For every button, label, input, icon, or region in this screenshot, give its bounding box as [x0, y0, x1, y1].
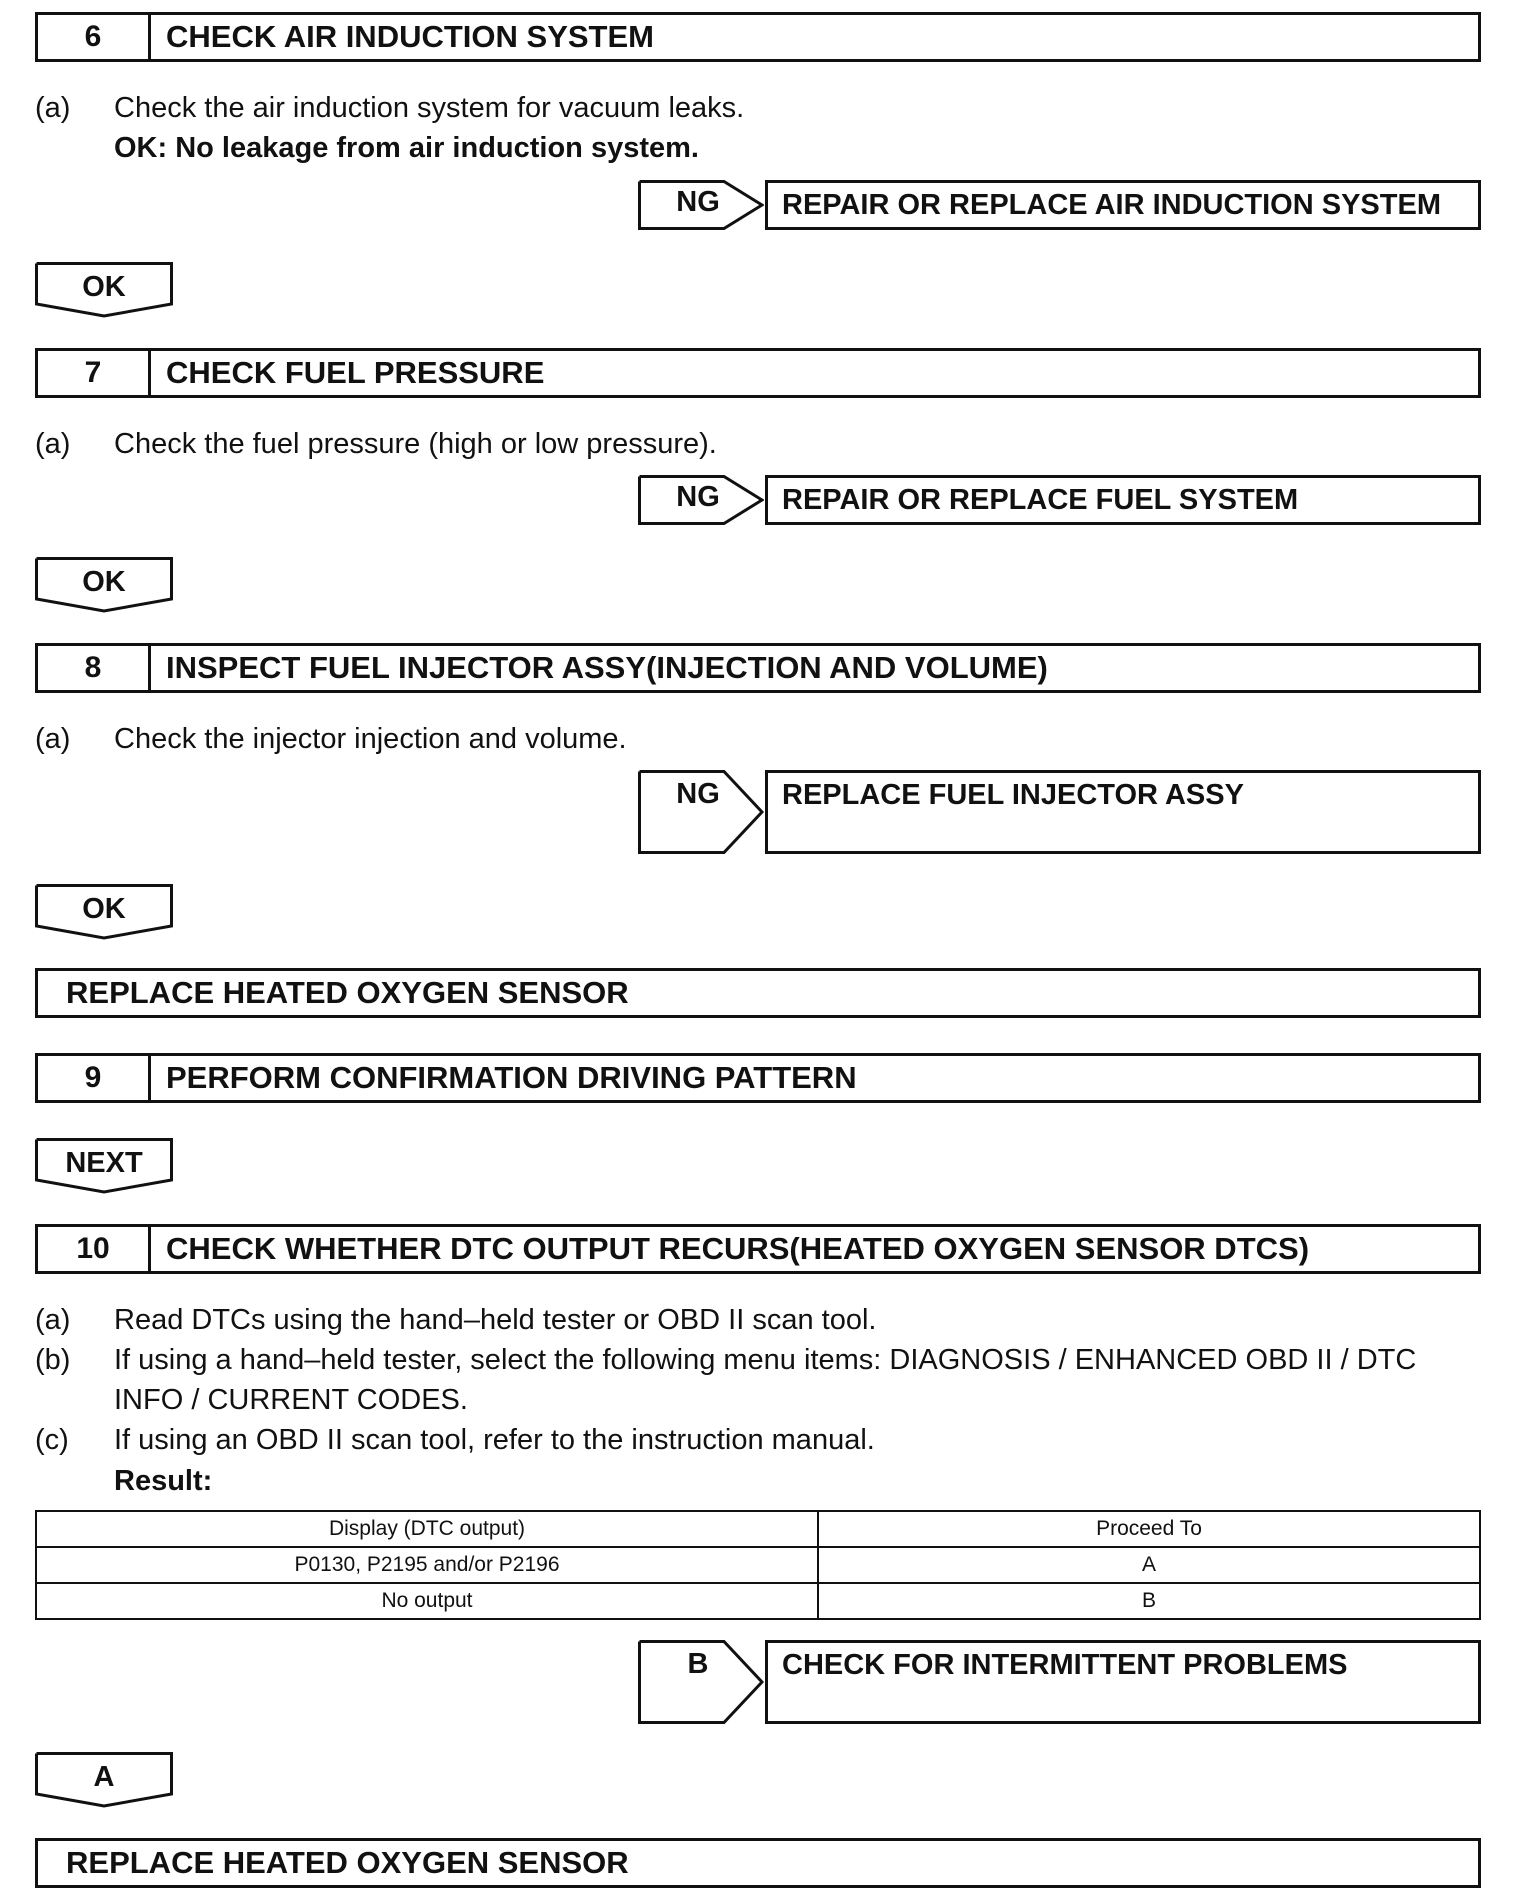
step-6-ng-action-box [765, 180, 1481, 230]
table-header-cell: Display (DTC output) [36, 1511, 818, 1547]
table-row [36, 1547, 1480, 1583]
step-title: CHECK WHETHER DTC OUTPUT RECURS(HEATED OXYGEN SENSOR DTCS) [166, 1231, 1310, 1266]
step-7-ok-label: OK [82, 566, 126, 598]
step-8-final-action-box [35, 968, 1481, 1018]
table-header-row [36, 1511, 1480, 1547]
result-table [35, 1510, 1481, 1620]
step-number: 8 [38, 646, 151, 690]
step-title: PERFORM CONFIRMATION DRIVING PATTERN [166, 1060, 857, 1095]
step-title: CHECK AIR INDUCTION SYSTEM [166, 19, 654, 54]
step-title: INSPECT FUEL INJECTOR ASSY(INJECTION AND VOLUME) [166, 650, 1048, 685]
step-10-sub-c-label: (c) [35, 1424, 69, 1456]
step-6-ng-action: REPAIR OR REPLACE AIR INDUCTION SYSTEM [782, 189, 1441, 221]
step-7-ng-action-box [765, 475, 1481, 525]
step-8-ng-action-box [765, 770, 1481, 854]
step-8-ok-label: OK [82, 893, 126, 925]
step-8-sub-a-label: (a) [35, 723, 71, 755]
step-6-ok-label: OK [82, 271, 126, 303]
step-10-b-label: B [687, 1648, 709, 1680]
step-10-header [35, 1224, 1481, 1274]
step-10-b-action: CHECK FOR INTERMITTENT PROBLEMS [782, 1649, 1348, 1681]
table-row [36, 1583, 1480, 1619]
step-6-header [35, 12, 1481, 62]
step-8-ng-label: NG [676, 778, 720, 810]
step-10-final-action: REPLACE HEATED OXYGEN SENSOR [66, 1845, 629, 1880]
step-9-next-label: NEXT [65, 1147, 143, 1179]
table-cell: P0130, P2195 and/or P2196 [36, 1547, 818, 1583]
step-number: 6 [38, 15, 151, 59]
table-cell: A [818, 1547, 1480, 1583]
step-6-sub-a-text: Check the air induction system for vacuum leaks. [114, 92, 745, 124]
step-10-a-label: A [93, 1761, 115, 1793]
step-10-sub-b-label: (b) [35, 1344, 71, 1376]
step-10-sub-a-label: (a) [35, 1304, 71, 1336]
step-10-sub-a-text: Read DTCs using the hand–held tester or OBD II scan tool. [114, 1304, 877, 1336]
step-7-sub-a-text: Check the fuel pressure (high or low pressure). [114, 428, 717, 460]
step-8-final-action: REPLACE HEATED OXYGEN SENSOR [66, 975, 629, 1010]
step-10-sub-c-text: If using an OBD II scan tool, refer to the instruction manual. [114, 1424, 875, 1456]
step-7-sub-a-label: (a) [35, 428, 71, 460]
step-10-final-action-box [35, 1838, 1481, 1888]
step-number: 9 [38, 1056, 151, 1100]
step-9-header [35, 1053, 1481, 1103]
table-cell: No output [36, 1583, 818, 1619]
step-number: 7 [38, 351, 151, 395]
step-10-b-action-box [765, 1640, 1481, 1724]
step-6-ng-label: NG [676, 186, 720, 218]
step-7-header [35, 348, 1481, 398]
step-8-ng-action: REPLACE FUEL INJECTOR ASSY [782, 779, 1244, 811]
step-number: 10 [38, 1227, 151, 1271]
step-10-result-label: Result: [114, 1465, 213, 1497]
step-10-sub-b-text-line1: If using a hand–held tester, select the following menu items: DIAGNOSIS / ENHANCED OBD II / DTC [114, 1344, 1417, 1376]
step-title: CHECK FUEL PRESSURE [166, 355, 545, 390]
step-10-sub-b-text-line2: INFO / CURRENT CODES. [114, 1384, 468, 1416]
table-cell: B [818, 1583, 1480, 1619]
step-8-header [35, 643, 1481, 693]
step-7-ng-action: REPAIR OR REPLACE FUEL SYSTEM [782, 484, 1299, 516]
step-8-sub-a-text: Check the injector injection and volume. [114, 723, 627, 755]
step-6-ok-criteria: OK: No leakage from air induction system. [114, 132, 699, 164]
table-header-cell: Proceed To [818, 1511, 1480, 1547]
step-6-sub-a-label: (a) [35, 92, 71, 124]
step-7-ng-label: NG [676, 481, 720, 513]
